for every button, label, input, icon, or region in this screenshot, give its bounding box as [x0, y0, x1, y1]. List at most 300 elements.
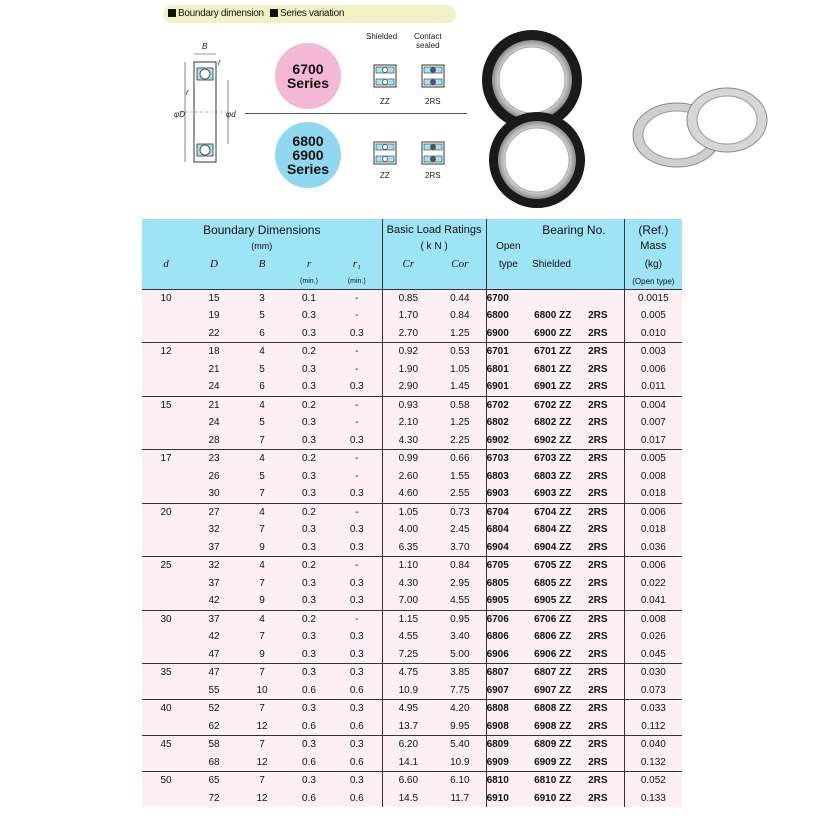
cell-open: 6901 [486, 378, 530, 396]
cell-d: 30 [190, 485, 238, 503]
cell-cor: 3.40 [434, 628, 486, 646]
cell-d: 37 [190, 539, 238, 557]
cell-b: 12 [238, 754, 286, 772]
col-d: d [142, 253, 190, 275]
cell-open: 6802 [486, 414, 530, 432]
cell-rs: 2RS [588, 628, 624, 646]
cell-rs: 2RS [588, 718, 624, 736]
cell-rs: 2RS [588, 414, 624, 432]
cell-zz: 6801 ZZ [530, 361, 588, 379]
cell-d: 20 [142, 503, 190, 521]
cell-open: 6905 [486, 592, 530, 610]
series-6800-line1: 6800 [292, 133, 324, 149]
cell-rs: 2RS [588, 575, 624, 593]
cell-r1: 0.3 [332, 700, 382, 718]
cell-r: 0.2 [286, 343, 332, 361]
table-row [142, 468, 682, 486]
cell-cor: 4.55 [434, 592, 486, 610]
cell-cor: 9.95 [434, 718, 486, 736]
cell-cr: 1.10 [382, 557, 434, 575]
rs-variant-icon-top [421, 64, 445, 88]
cell-d: 28 [190, 432, 238, 450]
cell-r: 0.3 [286, 628, 332, 646]
cell-cor: 4.20 [434, 700, 486, 718]
cell-r1: - [332, 503, 382, 521]
cell-b: 5 [238, 307, 286, 325]
cell-cor: 0.95 [434, 610, 486, 628]
table-row [142, 664, 682, 682]
boundary-dimensions-header [142, 219, 382, 239]
cell-d [142, 325, 190, 343]
cell-rs: 2RS [588, 790, 624, 808]
cell-d: 47 [190, 646, 238, 664]
sealed-label: sealed [416, 41, 440, 50]
cell-d [142, 378, 190, 396]
bearing-spec-table [142, 219, 682, 807]
cell-r: 0.6 [286, 718, 332, 736]
cell-cor: 6.10 [434, 772, 486, 790]
cell-r1: - [332, 557, 382, 575]
cell-mass: 0.005 [624, 450, 682, 468]
cell-zz: 6705 ZZ [530, 557, 588, 575]
cell-mass: 0.017 [624, 432, 682, 450]
cell-rs: 2RS [588, 754, 624, 772]
table-row [142, 700, 682, 718]
cell-mass: 0.006 [624, 361, 682, 379]
cell-r: 0.2 [286, 396, 332, 414]
cell-cr: 0.92 [382, 343, 434, 361]
cell-zz: 6704 ZZ [530, 503, 588, 521]
cell-open: 6902 [486, 432, 530, 450]
cell-open: 6703 [486, 450, 530, 468]
cell-b: 9 [238, 539, 286, 557]
cell-cr: 6.60 [382, 772, 434, 790]
cell-d: 32 [190, 521, 238, 539]
cell-d: 15 [142, 396, 190, 414]
series-variation-tag [270, 8, 344, 19]
cell-rs: 2RS [588, 485, 624, 503]
type-label: type [486, 253, 530, 275]
cell-open: 6907 [486, 682, 530, 700]
cell-cor: 0.66 [434, 450, 486, 468]
cell-cr: 1.15 [382, 610, 434, 628]
cell-d: 21 [190, 396, 238, 414]
cell-b: 7 [238, 736, 286, 754]
cell-cor: 1.45 [434, 378, 486, 396]
cell-cr: 2.90 [382, 378, 434, 396]
cell-mass: 0.003 [624, 343, 682, 361]
cell-r1: - [332, 343, 382, 361]
cell-open: 6900 [486, 325, 530, 343]
cell-open: 6805 [486, 575, 530, 593]
cell-cor: 11.7 [434, 790, 486, 808]
cell-b: 5 [238, 468, 286, 486]
cell-r1: 0.3 [332, 575, 382, 593]
cell-r: 0.3 [286, 361, 332, 379]
cell-d [142, 539, 190, 557]
cell-r: 0.3 [286, 485, 332, 503]
cell-cr: 2.60 [382, 468, 434, 486]
cell-b: 12 [238, 790, 286, 808]
cell-r: 0.3 [286, 468, 332, 486]
label-inner-diameter: φd [226, 110, 236, 119]
cell-cr: 0.99 [382, 450, 434, 468]
rs-label-top: 2RS [425, 97, 441, 106]
cell-d: 37 [190, 610, 238, 628]
zz-variant-icon-bottom [373, 141, 397, 165]
cell-rs [588, 289, 624, 307]
cell-d: 26 [190, 468, 238, 486]
cell-zz: 6809 ZZ [530, 736, 588, 754]
series-6800-6900-bubble [275, 122, 341, 188]
cell-d: 52 [190, 700, 238, 718]
cell-mass: 0.004 [624, 396, 682, 414]
boundary-dimension-label: Boundary dimension [178, 8, 264, 19]
series-divider [245, 113, 467, 114]
cell-open: 6806 [486, 628, 530, 646]
cell-cor: 1.05 [434, 361, 486, 379]
cell-rs: 2RS [588, 610, 624, 628]
cell-b: 5 [238, 361, 286, 379]
cell-zz: 6802 ZZ [530, 414, 588, 432]
cell-mass: 0.011 [624, 378, 682, 396]
cell-open: 6908 [486, 718, 530, 736]
cell-zz: 6806 ZZ [530, 628, 588, 646]
cell-mass: 0.010 [624, 325, 682, 343]
boundary-dimension-tag [168, 8, 264, 19]
cell-mass: 0.008 [624, 468, 682, 486]
cell-cr: 1.05 [382, 503, 434, 521]
cell-d [142, 718, 190, 736]
table-row [142, 361, 682, 379]
cell-rs: 2RS [588, 450, 624, 468]
open-type-label: (Open type) [624, 275, 682, 289]
table-row [142, 325, 682, 343]
cell-zz: 6900 ZZ [530, 325, 588, 343]
table-row [142, 307, 682, 325]
open-label: Open [486, 239, 530, 253]
cell-open: 6801 [486, 361, 530, 379]
mm-unit: (mm) [142, 239, 382, 253]
cell-b: 7 [238, 521, 286, 539]
col-r1: r₁ [332, 253, 382, 275]
cell-cr: 0.85 [382, 289, 434, 307]
load-ratings-title: Basic Load Ratings [386, 224, 482, 236]
cell-d [142, 414, 190, 432]
cell-d [142, 575, 190, 593]
cell-d [142, 468, 190, 486]
cell-r: 0.3 [286, 521, 332, 539]
table-row [142, 592, 682, 610]
cell-open: 6701 [486, 343, 530, 361]
cell-cr: 4.75 [382, 664, 434, 682]
bearing-no-header [486, 219, 624, 239]
cell-d: 23 [190, 450, 238, 468]
cell-d: 58 [190, 736, 238, 754]
cell-r: 0.3 [286, 592, 332, 610]
cell-b: 3 [238, 289, 286, 307]
cell-cr: 2.10 [382, 414, 434, 432]
cell-r1: 0.6 [332, 754, 382, 772]
cell-zz: 6800 ZZ [530, 307, 588, 325]
cell-zz: 6807 ZZ [530, 664, 588, 682]
cell-cr: 10.9 [382, 682, 434, 700]
cell-d: 21 [190, 361, 238, 379]
table-row [142, 432, 682, 450]
cell-d [142, 432, 190, 450]
min-label-r: (min.) [286, 275, 332, 289]
cell-b: 4 [238, 610, 286, 628]
cell-d [142, 307, 190, 325]
cell-d: 24 [190, 378, 238, 396]
cell-d: 62 [190, 718, 238, 736]
cell-open: 6906 [486, 646, 530, 664]
cell-b: 7 [238, 485, 286, 503]
table-row [142, 646, 682, 664]
cell-cr: 14.1 [382, 754, 434, 772]
cell-cr: 1.70 [382, 307, 434, 325]
table-row [142, 682, 682, 700]
cell-cor: 2.45 [434, 521, 486, 539]
cell-cor: 10.9 [434, 754, 486, 772]
cell-r1: - [332, 289, 382, 307]
series-6700-line1: 6700 [292, 61, 324, 77]
cell-cr: 4.30 [382, 432, 434, 450]
cell-cor: 7.75 [434, 682, 486, 700]
cell-zz: 6905 ZZ [530, 592, 588, 610]
label-r-top: r [218, 58, 221, 67]
cell-r1: 0.3 [332, 539, 382, 557]
cell-cr: 4.55 [382, 628, 434, 646]
cell-rs: 2RS [588, 343, 624, 361]
cell-cr: 2.70 [382, 325, 434, 343]
cell-zz: 6702 ZZ [530, 396, 588, 414]
contact-label: Contact [414, 32, 442, 41]
zz-label-top: ZZ [380, 97, 390, 106]
table-row [142, 557, 682, 575]
cell-r1: 0.6 [332, 682, 382, 700]
cell-open: 6909 [486, 754, 530, 772]
cell-mass: 0.007 [624, 414, 682, 432]
cell-r: 0.2 [286, 450, 332, 468]
cell-b: 7 [238, 628, 286, 646]
cell-rs: 2RS [588, 396, 624, 414]
cell-cor: 0.53 [434, 343, 486, 361]
col-r: r [286, 253, 332, 275]
cell-r: 0.3 [286, 539, 332, 557]
cell-zz: 6701 ZZ [530, 343, 588, 361]
table-row [142, 736, 682, 754]
cell-b: 10 [238, 682, 286, 700]
cell-mass: 0.030 [624, 664, 682, 682]
cell-mass: 0.133 [624, 790, 682, 808]
cell-cor: 0.84 [434, 557, 486, 575]
cell-cr: 14.5 [382, 790, 434, 808]
cell-zz: 6805 ZZ [530, 575, 588, 593]
cell-rs: 2RS [588, 646, 624, 664]
cell-zz: 6909 ZZ [530, 754, 588, 772]
cell-cor: 1.25 [434, 414, 486, 432]
cell-d: 24 [190, 414, 238, 432]
cell-d: 22 [190, 325, 238, 343]
cell-mass: 0.022 [624, 575, 682, 593]
cell-open: 6904 [486, 539, 530, 557]
cell-open: 6910 [486, 790, 530, 808]
ref-mass-header [624, 219, 682, 239]
cell-b: 4 [238, 503, 286, 521]
cell-r: 0.6 [286, 754, 332, 772]
cell-r: 0.3 [286, 736, 332, 754]
table-row [142, 628, 682, 646]
cell-rs: 2RS [588, 664, 624, 682]
cell-cor: 5.00 [434, 646, 486, 664]
cell-open: 6809 [486, 736, 530, 754]
mass-label: Mass [624, 239, 682, 253]
bearing-spec-table-wrap [142, 219, 682, 819]
col-b: B [238, 253, 286, 275]
cell-d [142, 361, 190, 379]
cell-rs: 2RS [588, 468, 624, 486]
cell-rs: 2RS [588, 772, 624, 790]
cell-d: 17 [142, 450, 190, 468]
cell-r1: 0.3 [332, 772, 382, 790]
label-b: B [202, 42, 208, 51]
table-row [142, 343, 682, 361]
cell-cor: 1.25 [434, 325, 486, 343]
cell-mass: 0.008 [624, 610, 682, 628]
cell-mass: 0.0015 [624, 289, 682, 307]
cell-open: 6800 [486, 307, 530, 325]
cell-r1: - [332, 610, 382, 628]
cell-cr: 0.93 [382, 396, 434, 414]
cell-b: 7 [238, 700, 286, 718]
cell-r: 0.3 [286, 700, 332, 718]
series-6700-line2: Series [286, 75, 330, 91]
table-body [142, 289, 682, 807]
cell-zz: 6808 ZZ [530, 700, 588, 718]
cell-cor: 3.85 [434, 664, 486, 682]
cell-rs: 2RS [588, 539, 624, 557]
cell-d [142, 485, 190, 503]
cell-r1: 0.3 [332, 592, 382, 610]
cell-mass: 0.132 [624, 754, 682, 772]
cell-r: 0.3 [286, 325, 332, 343]
cell-zz: 6907 ZZ [530, 682, 588, 700]
load-ratings-header [382, 219, 486, 239]
table-row [142, 503, 682, 521]
cell-b: 4 [238, 396, 286, 414]
table-row [142, 450, 682, 468]
cell-mass: 0.112 [624, 718, 682, 736]
kg-unit: (kg) [624, 253, 682, 275]
cell-mass: 0.052 [624, 772, 682, 790]
cell-r1: 0.3 [332, 325, 382, 343]
cell-zz: 6910 ZZ [530, 790, 588, 808]
series-6800-line2: 6900 [292, 147, 324, 163]
table-row [142, 610, 682, 628]
cell-rs: 2RS [588, 378, 624, 396]
zz-variant-icon-top [373, 64, 397, 88]
boundary-dimensions-title: Boundary Dimensions [203, 223, 321, 237]
cell-mass: 0.005 [624, 307, 682, 325]
cell-zz: 6906 ZZ [530, 646, 588, 664]
cell-r1: - [332, 361, 382, 379]
cell-d: 10 [142, 289, 190, 307]
cell-mass: 0.026 [624, 628, 682, 646]
cell-b: 6 [238, 378, 286, 396]
cell-open: 6804 [486, 521, 530, 539]
cell-rs: 2RS [588, 736, 624, 754]
cell-d [142, 646, 190, 664]
cell-cor: 0.58 [434, 396, 486, 414]
cell-r1: 0.3 [332, 432, 382, 450]
cell-rs: 2RS [588, 700, 624, 718]
cell-b: 9 [238, 592, 286, 610]
cell-cor: 2.55 [434, 485, 486, 503]
cell-cr: 4.95 [382, 700, 434, 718]
cell-d: 42 [190, 592, 238, 610]
bearing-cross-section-diagram [170, 42, 240, 172]
cell-r1: 0.3 [332, 485, 382, 503]
cell-mass: 0.040 [624, 736, 682, 754]
cell-cor: 2.95 [434, 575, 486, 593]
cell-r1: - [332, 307, 382, 325]
cell-rs: 2RS [588, 307, 624, 325]
cell-d: 12 [142, 343, 190, 361]
cell-d [142, 628, 190, 646]
cell-r1: - [332, 450, 382, 468]
square-icon [270, 9, 278, 17]
cell-b: 7 [238, 575, 286, 593]
cell-r: 0.1 [286, 289, 332, 307]
cell-open: 6810 [486, 772, 530, 790]
cell-r: 0.3 [286, 664, 332, 682]
cell-r1: 0.3 [332, 646, 382, 664]
cell-rs: 2RS [588, 361, 624, 379]
cell-mass: 0.073 [624, 682, 682, 700]
cell-b: 5 [238, 414, 286, 432]
table-row [142, 575, 682, 593]
cell-b: 9 [238, 646, 286, 664]
cell-open: 6803 [486, 468, 530, 486]
cell-cor: 2.25 [434, 432, 486, 450]
cell-r: 0.3 [286, 378, 332, 396]
cell-d: 35 [142, 664, 190, 682]
cell-d: 42 [190, 628, 238, 646]
cell-b: 4 [238, 343, 286, 361]
cell-r1: 0.3 [332, 664, 382, 682]
cell-zz: 6703 ZZ [530, 450, 588, 468]
cell-cr: 7.00 [382, 592, 434, 610]
cell-rs: 2RS [588, 682, 624, 700]
cell-r1: - [332, 468, 382, 486]
cell-zz: 6903 ZZ [530, 485, 588, 503]
cell-cor: 5.40 [434, 736, 486, 754]
cell-r1: 0.3 [332, 521, 382, 539]
cell-cr: 13.7 [382, 718, 434, 736]
cell-d: 15 [190, 289, 238, 307]
cell-cr: 6.20 [382, 736, 434, 754]
series-6700-bubble [275, 43, 341, 109]
cell-r1: 0.3 [332, 736, 382, 754]
cell-r: 0.3 [286, 414, 332, 432]
cell-open: 6903 [486, 485, 530, 503]
cell-cor: 1.55 [434, 468, 486, 486]
label-outer-diameter: φD [174, 110, 185, 119]
cell-zz [530, 289, 588, 307]
ref-title: (Ref.) [638, 223, 669, 237]
cell-r: 0.3 [286, 772, 332, 790]
